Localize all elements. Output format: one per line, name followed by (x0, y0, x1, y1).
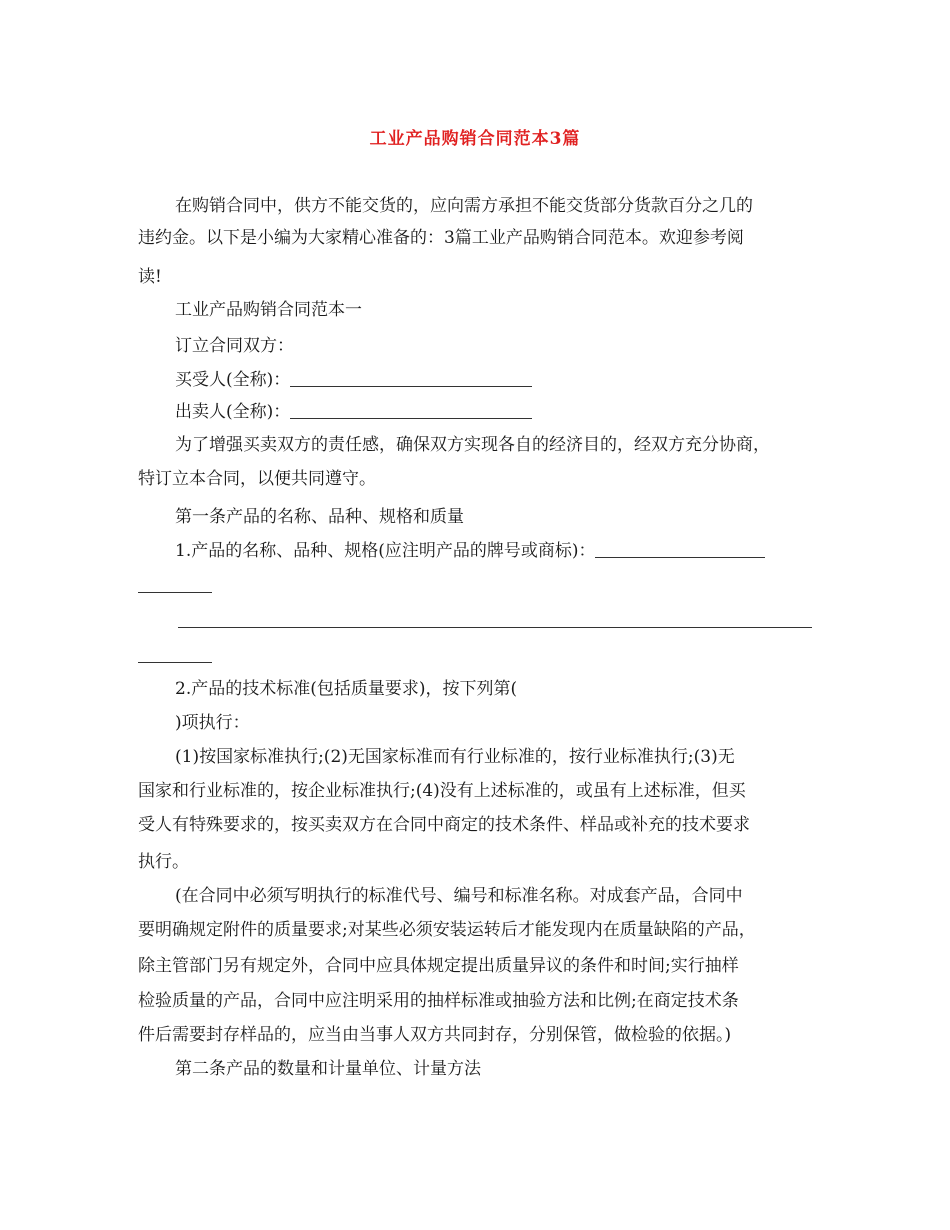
item-2-line-2: )项执行： (175, 713, 250, 733)
standards-line-3: 受人有特殊要求的，按买卖双方在合同中商定的技术条件、样品或补充的技术要求 (138, 815, 750, 835)
article-1-heading: 第一条产品的名称、品种、规格和质量 (175, 507, 464, 527)
buyer-field (175, 368, 532, 392)
document-title: 工业产品购销合同范本3篇 (369, 129, 581, 149)
parties-heading: 订立合同双方： (175, 336, 294, 356)
buyer-blank (290, 370, 532, 387)
item-1-blank (595, 541, 765, 558)
intro-line-3: 读! (138, 267, 162, 287)
purpose-line-2: 特订立本合同，以便共同遵守。 (138, 469, 376, 489)
seller-label: 出卖人(全称)： (175, 402, 291, 422)
item-1-blank-line-2 (178, 627, 812, 628)
note-line-3: 除主管部门另有规定外，合同中应具体规定提出质量异议的条件和时间;实行抽样 (138, 956, 739, 976)
note-line-5: 件后需要封存样品的，应当由当事人双方共同封存，分别保管，做检验的依据。) (138, 1025, 732, 1045)
standards-line-2: 国家和行业标准的，按企业标准执行;(4)没有上述标准的，或虽有上述标准，但买 (138, 781, 746, 801)
item-1-blank-line-3 (138, 662, 212, 663)
item-1-label: 1.产品的名称、品种、规格(应注明产品的牌号或商标)： (175, 541, 596, 561)
intro-line-2: 违约金。以下是小编为大家精心准备的：3篇工业产品购销合同范本。欢迎参考阅 (138, 228, 744, 248)
note-line-4: 检验质量的产品，合同中应注明采用的抽样标准或抽验方法和比例;在商定技术条 (138, 991, 739, 1011)
standards-line-1: (1)按国家标准执行;(2)无国家标准而有行业标准的，按行业标准执行;(3)无 (175, 747, 735, 767)
item-2-line-1: 2.产品的技术标准(包括质量要求)，按下列第( (175, 679, 518, 699)
seller-field (175, 400, 532, 424)
purpose-line-1: 为了增强买卖双方的责任感，确保双方实现各自的经济目的，经双方充分协商， (175, 435, 770, 455)
seller-blank (290, 402, 532, 419)
article-2-heading: 第二条产品的数量和计量单位、计量方法 (175, 1059, 481, 1079)
buyer-label: 买受人(全称)： (175, 370, 291, 390)
note-line-1: (在合同中必须写明执行的标准代号、编号和标准名称。对成套产品，合同中 (175, 886, 743, 906)
standards-line-4: 执行。 (138, 852, 189, 872)
note-line-2: 要明确规定附件的质量要求;对某些必须安装运转后才能发现内在质量缺陷的产品， (138, 920, 756, 940)
item-1-blank-cont (138, 592, 212, 593)
intro-line-1: 在购销合同中，供方不能交货的，应向需方承担不能交货部分货款百分之几的 (175, 196, 753, 216)
item-1-line (175, 539, 765, 563)
section-heading-1: 工业产品购销合同范本一 (175, 300, 362, 320)
